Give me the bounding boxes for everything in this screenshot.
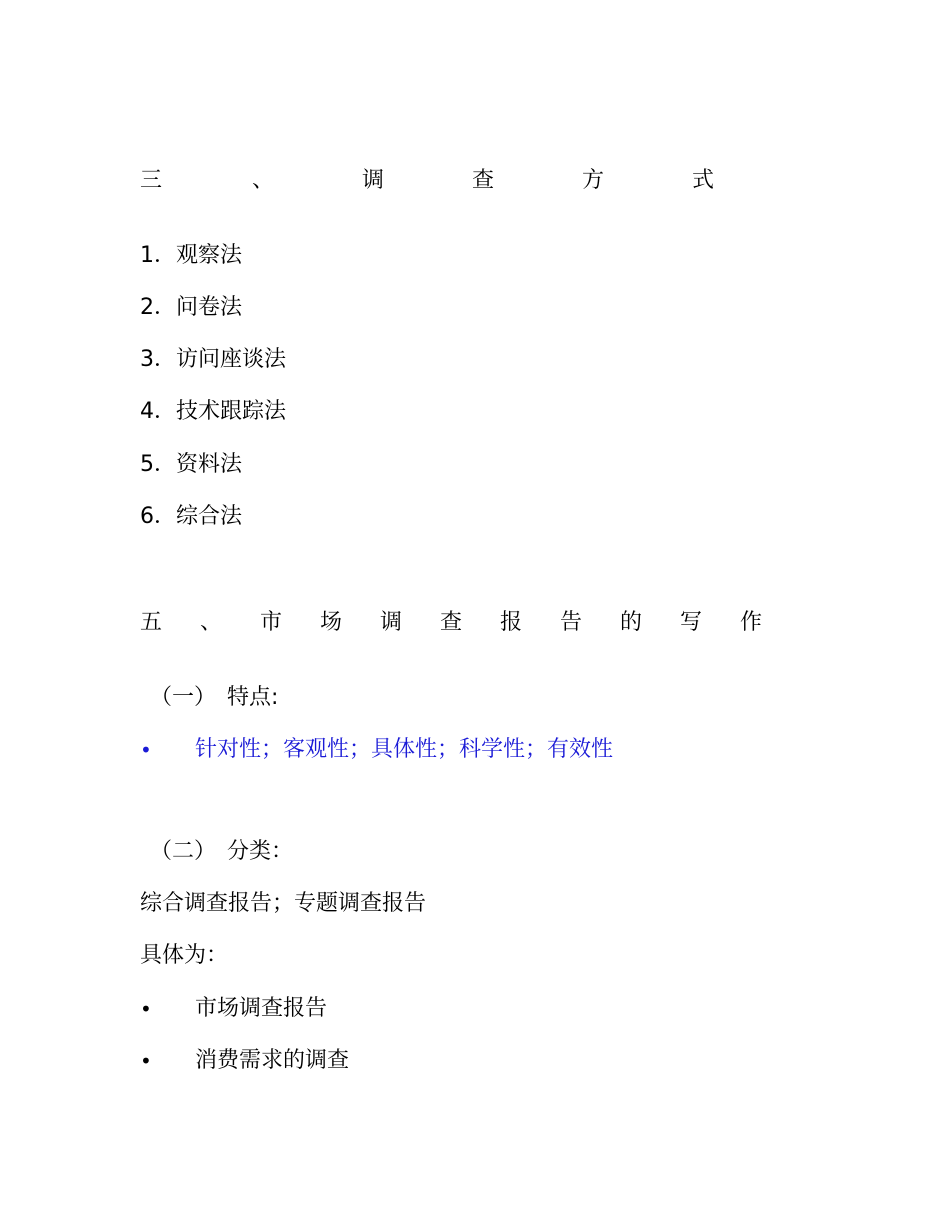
specifics-label: 具体为：	[140, 943, 229, 968]
heading-char: 告	[560, 610, 583, 635]
heading-char: 五	[140, 610, 163, 635]
heading-char: 市	[260, 610, 283, 635]
heading-char: 的	[620, 610, 643, 635]
list-item: 市场调查报告	[195, 996, 328, 1021]
section-3-heading	[140, 166, 760, 196]
heading-char: 写	[680, 610, 703, 635]
survey-method-item: 1．观察法	[140, 243, 242, 268]
heading-char: 方	[582, 168, 605, 193]
heading-char: 查	[472, 168, 495, 193]
heading-char: 调	[380, 610, 403, 635]
heading-char: 报	[500, 610, 523, 635]
heading-char: 式	[692, 168, 715, 193]
survey-method-item: 4．技术跟踪法	[140, 399, 286, 424]
characteristics-text: 针对性；客观性；具体性；科学性；有效性	[195, 737, 614, 762]
heading-char: 查	[440, 610, 463, 635]
bullet-dot: •	[140, 997, 152, 1021]
survey-method-item: 5．资料法	[140, 452, 242, 477]
heading-char: 三	[140, 168, 163, 193]
heading-char: 、	[200, 610, 223, 635]
survey-method-item: 6．综合法	[140, 504, 242, 529]
survey-method-item: 3．访问座谈法	[140, 347, 286, 372]
subsection-1-title: （一） 特点:	[150, 685, 279, 710]
section-5-heading	[140, 608, 800, 638]
list-item: 消费需求的调查	[195, 1048, 350, 1073]
bullet-dot: •	[140, 738, 152, 762]
subsection-2-title: （二） 分类：	[150, 839, 294, 864]
heading-char: 场	[320, 610, 343, 635]
heading-char: 调	[362, 168, 385, 193]
heading-char: 、	[252, 168, 275, 193]
bullet-dot: •	[140, 1049, 152, 1073]
heading-char: 作	[740, 610, 763, 635]
survey-method-item: 2．问卷法	[140, 295, 242, 320]
report-types-text: 综合调查报告；专题调查报告	[140, 891, 427, 916]
